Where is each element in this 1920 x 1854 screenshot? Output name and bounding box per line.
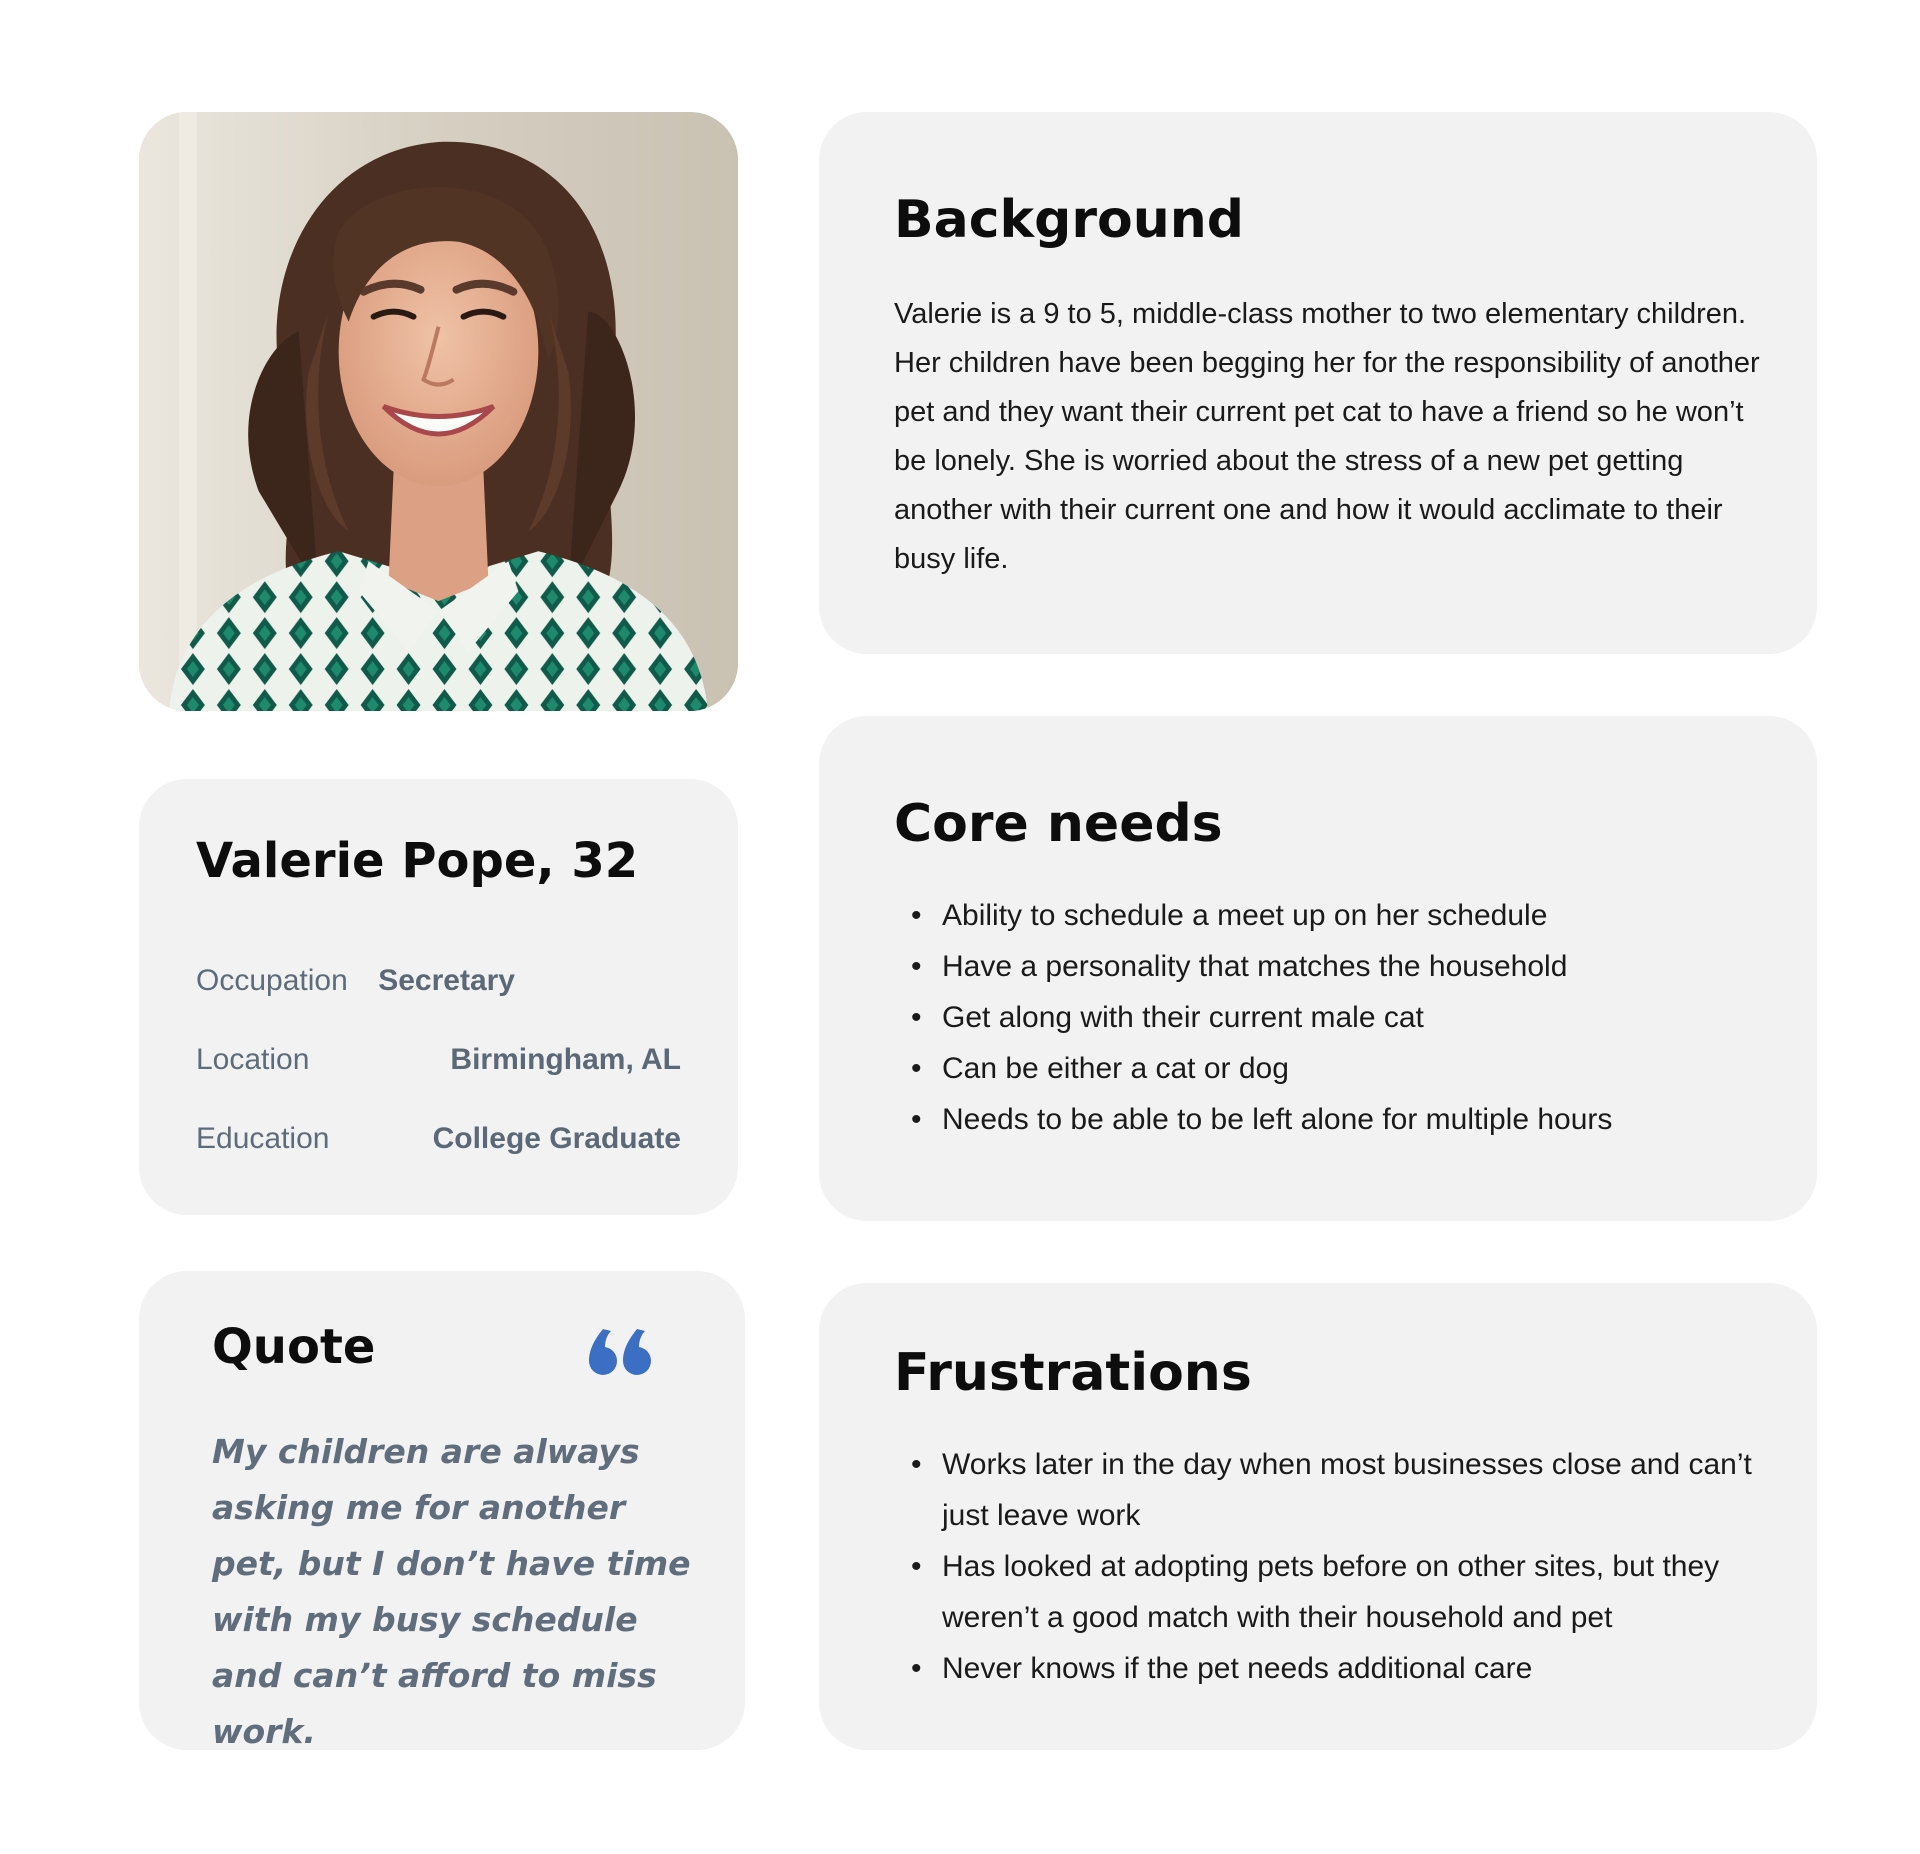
frustrations-title: Frustrations (894, 1343, 1252, 1403)
core-need-text: Have a personality that matches the household (942, 950, 1568, 983)
persona-photo (139, 112, 738, 711)
list-item (894, 1043, 1774, 1094)
frustration-text: Works later in the day when most businesses close and can’t just leave work (942, 1448, 1752, 1532)
profile-card (139, 779, 738, 1215)
frustration-text: Has looked at adopting pets before on other sites, but they weren’t a good match with their household and pet (942, 1550, 1720, 1634)
location-label: Location (196, 1043, 310, 1076)
list-item (894, 1439, 1774, 1541)
list-item (894, 1094, 1774, 1145)
education-label: Education (196, 1122, 330, 1155)
core-need-text: Ability to schedule a meet up on her schedule (942, 899, 1548, 932)
quote-card (139, 1271, 745, 1750)
occupation-label: Occupation (196, 964, 348, 997)
portrait-image (139, 112, 738, 711)
core-need-text: Get along with their current male cat (942, 1001, 1424, 1034)
list-item (894, 1643, 1774, 1694)
bullet-icon: • (911, 1448, 922, 1481)
background-card (819, 112, 1817, 654)
list-item (894, 890, 1774, 941)
frustration-text: Never knows if the pet needs additional care (942, 1652, 1533, 1685)
list-item (894, 1541, 1774, 1643)
core-needs-card (819, 716, 1817, 1221)
core-need-text: Can be either a cat or dog (942, 1052, 1289, 1085)
frustrations-card (819, 1283, 1817, 1750)
bullet-icon: • (911, 1652, 922, 1685)
location-value: Birmingham, AL (450, 1043, 681, 1076)
core-needs-title: Core needs (894, 794, 1223, 854)
education-row (196, 1122, 681, 1166)
quote-title: Quote (212, 1319, 376, 1375)
occupation-value: Secretary (378, 964, 515, 997)
bullet-icon: • (911, 950, 922, 983)
quote-icon (587, 1329, 657, 1381)
education-value: College Graduate (432, 1122, 681, 1155)
persona-name: Valerie Pope, 32 (196, 833, 639, 889)
list-item (894, 992, 1774, 1043)
list-item (894, 941, 1774, 992)
occupation-row (196, 964, 681, 1008)
background-text: Valerie is a 9 to 5, middle-class mother to two elementary children. Her children have been begging her for the responsibility of another pet and they want their current pet cat to have a friend so he won’t be lonely. She is worried about the stress of a new pet getting another with their current one and how it would acclimate to their busy life. (894, 298, 1760, 575)
bullet-icon: • (911, 1001, 922, 1034)
bullet-icon: • (911, 1103, 922, 1136)
core-need-text: Needs to be able to be left alone for multiple hours (942, 1103, 1613, 1136)
background-title: Background (894, 190, 1244, 250)
quote-text: My children are always asking me for another pet, but I don’t have time with my busy schedule and can’t afford to miss work. (212, 1432, 691, 1751)
core-needs-list (894, 890, 1774, 1145)
bullet-icon: • (911, 899, 922, 932)
frustrations-list (894, 1439, 1774, 1694)
bullet-icon: • (911, 1052, 922, 1085)
location-row (196, 1043, 681, 1087)
bullet-icon: • (911, 1550, 922, 1583)
